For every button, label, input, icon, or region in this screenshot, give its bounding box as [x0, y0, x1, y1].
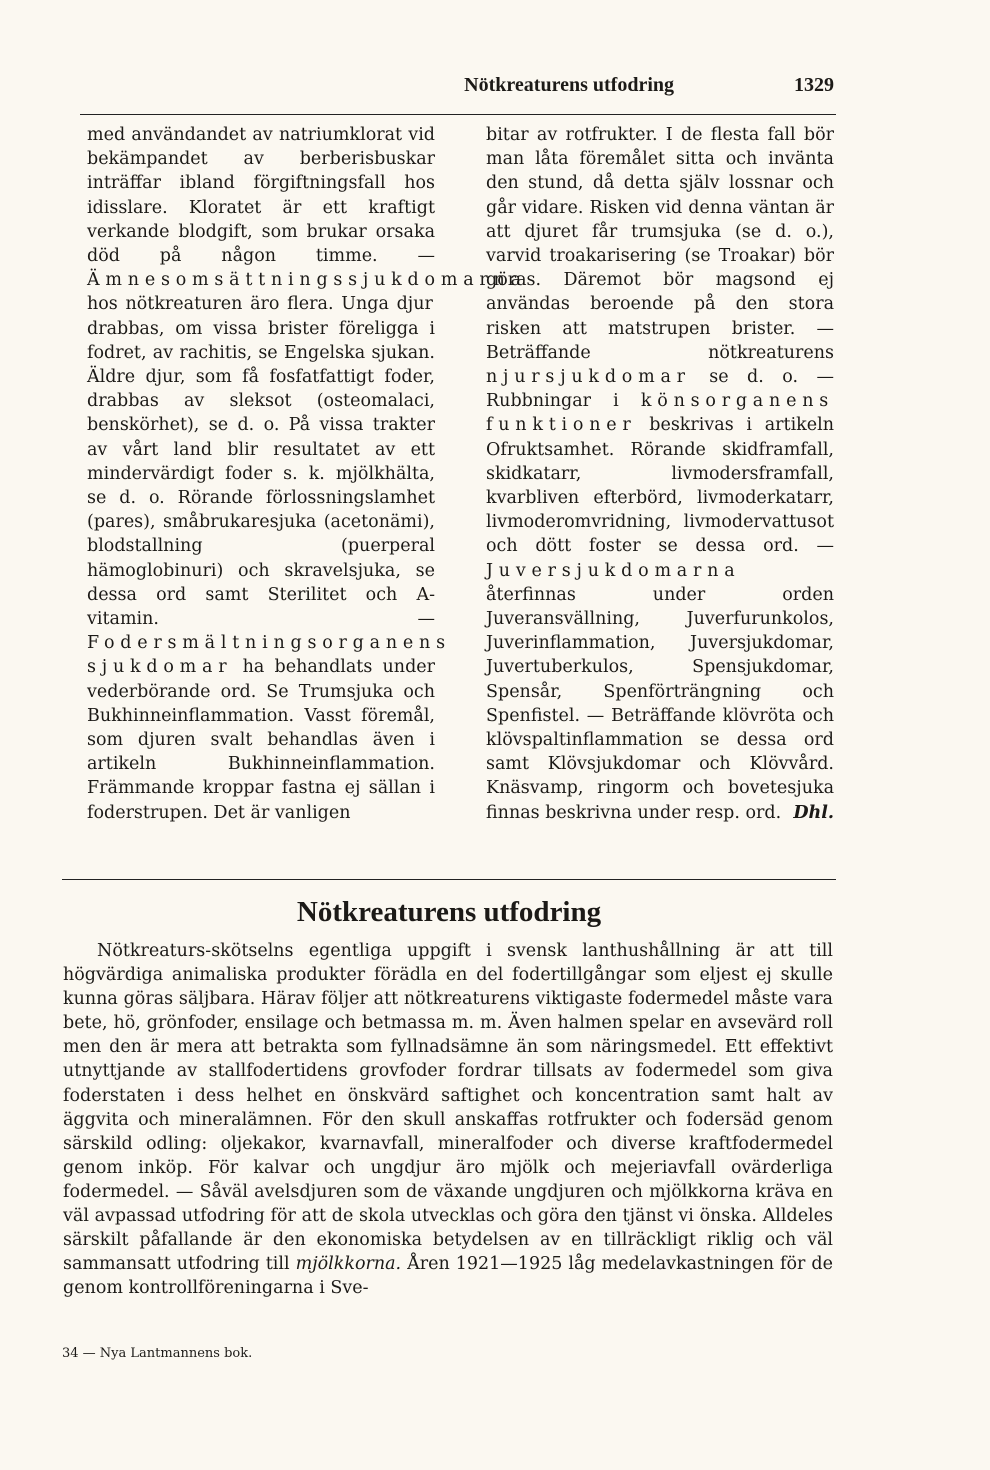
running-title: Nötkreaturens utfodring: [464, 74, 674, 96]
left-column-text: [87, 123, 527, 825]
article-body-end: Åren 1921—1925 låg medelavkastningen för de genom kontrollföreningarna i Sve-: [63, 1254, 833, 1299]
left-term-metabolic-diseases: Ämnesomsättningssjukdomarna: [87, 270, 527, 291]
article-body: [63, 939, 833, 1300]
left-column: [87, 123, 527, 825]
right-text-2: se d. o. — Rubbningar i: [486, 367, 834, 412]
left-text-1: med användandet av natriumklorat vid bekämpandet av berberisbuskar inträffar ibland förgiftningsfall hos idisslare. Kloratet är ett kraftigt verkande blodgift, som brukar orsaka död på någon timme.: [87, 125, 435, 267]
article-paragraph: [63, 939, 833, 1300]
page-number: 1329: [794, 74, 834, 96]
article-body-main: Nötkreaturs-skötselns egentliga uppgift i svensk lanthushållning är att till högvärdiga animaliska produkter förädla en del fodertillgångar som eljest ej skulle kunna göras säljbara. Härav följer att nötkreaturens viktigaste fodermedel måste vara bete, hö, grönfoder, ensilage och betmassa m. m. Även halmen spelar en avsevärd roll men den är mera att betrakta som fyllnadsämne än som näringsmedel. Ett effektivt utnyttjande av stallfodertidens grovfoder fordrar tillsats av fodermedel som giva foderstaten i dess helhet en önskvärd saftighet och koncentration samt halt av äggvita och mineralämnen. För den skull anskaffas rotfrukter och fodersäd genom särskild odling: oljekakor, kvarnavfall, mineralfoder och diverse kraftfodermedel genom inköp. För kalvar och ungdjur äro mjölk och mejeriavfall ovärderliga fodermedel. — Såväl avelsdjuren som de växande ungdjuren och mjölkkorna kräva en väl avpassad utfodring för att de skola utvecklas och göra den tjänst vi önska. Alldeles särskilt påfallande är den ekonomiska betydelsen av en tillräckligt riklig och väl sammansatt utfodring till: [63, 941, 833, 1275]
right-text-4: återfinnas under orden Juveransvällning, Juverfurunkolos, Juverinflammation, Juversjukdomar, Juvertuberkulos, Spensjukdomar, Spensår, Spenförträngning och Spenfistel. — Beträffande klövröta och klövspaltinflammation se dessa ord samt Klövsjukdomar och Klövvård. Knäsvamp, ringorm och bovetesjuka finnas beskrivna under resp. ord.: [486, 584, 834, 823]
section-rule: [62, 879, 836, 880]
right-text-1: bitar av rotfrukter. I de flesta fall bör man låta föremålet sitta och invänta den stund, då detta själv lossnar och går vidare. Risken vid denna väntan är att djuret får trumsjuka (se d. o.), varvid troakarisering (se Troakar) bör göras. Däremot bör magsond ej användas beroende på den stora risken att matstrupen brister. — Beträffande nötkreaturens: [486, 125, 834, 363]
right-text-3: beskrivas i artikeln Ofruktsamhet. Rörande skidframfall, skidkatarr, livmodersframfall, kvarbliven efterbörd, livmoderkatarr, livmoderomvridning, livmodervattusot och dött foster se dessa ord. —: [486, 415, 834, 557]
right-term-kidney-diseases: njursjukdomar: [486, 367, 691, 388]
page-footer: 34 — Nya Lantmannens bok.: [62, 1346, 253, 1361]
right-term-udder-diseases: Juversjukdomarna: [486, 560, 741, 581]
right-column-text: [486, 123, 834, 825]
article-body-emphasis: mjölkkorna.: [295, 1254, 402, 1275]
left-dash-1: —: [377, 246, 435, 267]
author-signature: Dhl.: [793, 802, 834, 823]
left-text-2: hos nötkreaturen äro flera. Unga djur drabbas, om vissa brister föreligga i fodret, av rachitis, se Engelska sjukan. Äldre djur, som få fosfatfattigt foder, drabbas av sleksot (osteomalaci, benskörhet), se d. o. På vissa trakter av vårt land blir resultatet av ett mindervärdigt foder s. k. mjölkhälta, se d. o. Rörande förlossningslamhet (pares), småbrukaresjuka (acetonämi), blodstallning (puerperal hämoglobinuri) och skravelsjuka, se dessa ord samt Sterilitet och A-vitamin. —: [87, 294, 435, 630]
article-title: Nötkreaturens utfodring: [296, 896, 602, 928]
page-header: [82, 74, 834, 102]
header-rule: [80, 114, 836, 115]
right-term-reproductive-functions: könsorganens funktioner: [486, 391, 834, 436]
right-column: [486, 123, 834, 825]
left-text-3: ha behandlats under vederbörande ord. Se Trumsjuka och Bukhinneinflammation. Vasst föremål, som djuren svalt behandlas även i artikeln Bukhinneinflammation. Främmande kroppar fastna ej sällan i foderstrupen. Det är vanligen: [87, 657, 435, 823]
left-term-digestive-diseases: Fodersmältningsorganens sjukdomar: [87, 633, 451, 678]
